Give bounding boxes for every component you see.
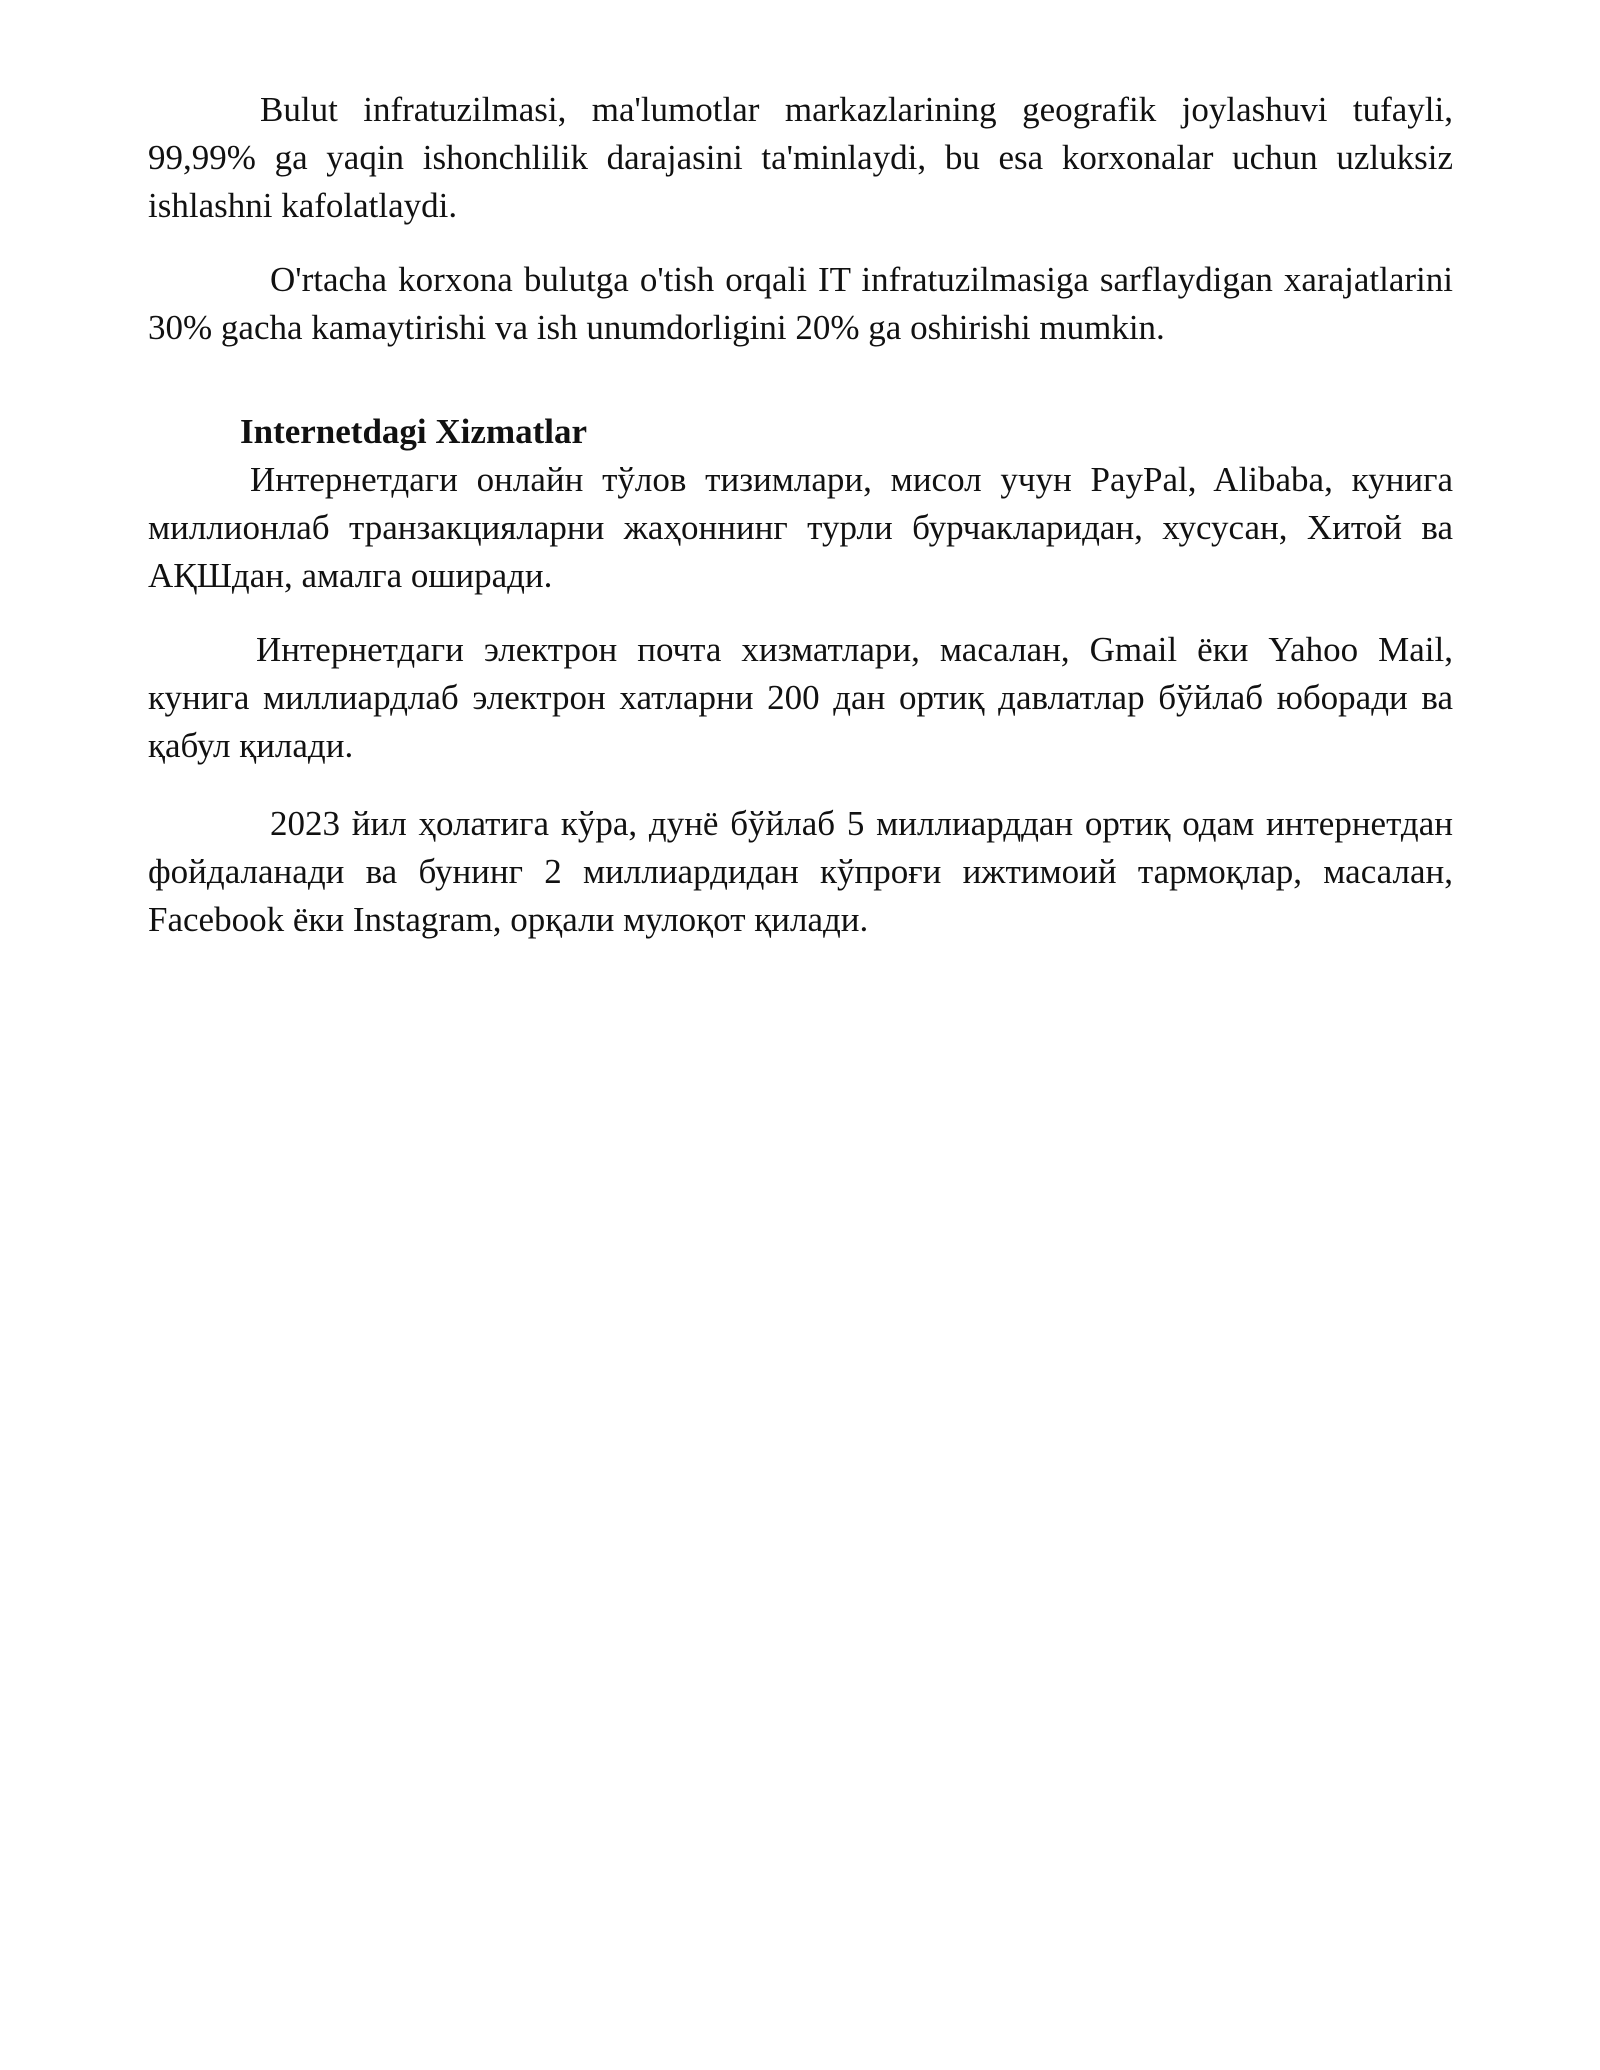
document-page	[148, 86, 1453, 944]
paragraph-internet-users: 2023 йил ҳолатига кўра, дунё бўйлаб 5 миллиарддан ортиқ одам интернетдан фойдаланади ва бунинг 2 миллиардидан кўпроғи ижтимоий тармоқлар, масалан, Facebook ёки Instagram, орқали мулоқот қилади.	[148, 804, 1453, 939]
paragraph-online-payments: Интернетдаги онлайн тўлов тизимлари, мисол учун PayPal, Alibaba, кунига миллионлаб транзакцияларни жаҳоннинг турли бурчакларидан, хусусан, Хитой ва АҚШдан, амалга оширади.	[148, 460, 1453, 595]
paragraph-email-services: Интернетдаги электрон почта хизматлари, масалан, Gmail ёки Yahoo Mail, кунига миллиардлаб электрон хатларни 200 дан ортиқ давлатлар бўйлаб юборади ва қабул қилади.	[148, 630, 1453, 765]
section-heading: Internetdagi Xizmatlar	[240, 412, 588, 451]
paragraph-cloud-cost-savings: O'rtacha korxona bulutga o'tish orqali IT infratuzilmasiga sarflaydigan xarajatlarini 30% gacha kamaytirishi va ish unumdorligini 20% ga oshirishi mumkin.	[148, 260, 1453, 347]
paragraph-cloud-reliability: Bulut infratuzilmasi, ma'lumotlar markazlarining geografik joylashuvi tufayli, 99,99% ga yaqin ishonchlilik darajasini ta'minlaydi, bu esa korxonalar uchun uzluksiz ishlashni kafolatlaydi.	[148, 90, 1453, 225]
